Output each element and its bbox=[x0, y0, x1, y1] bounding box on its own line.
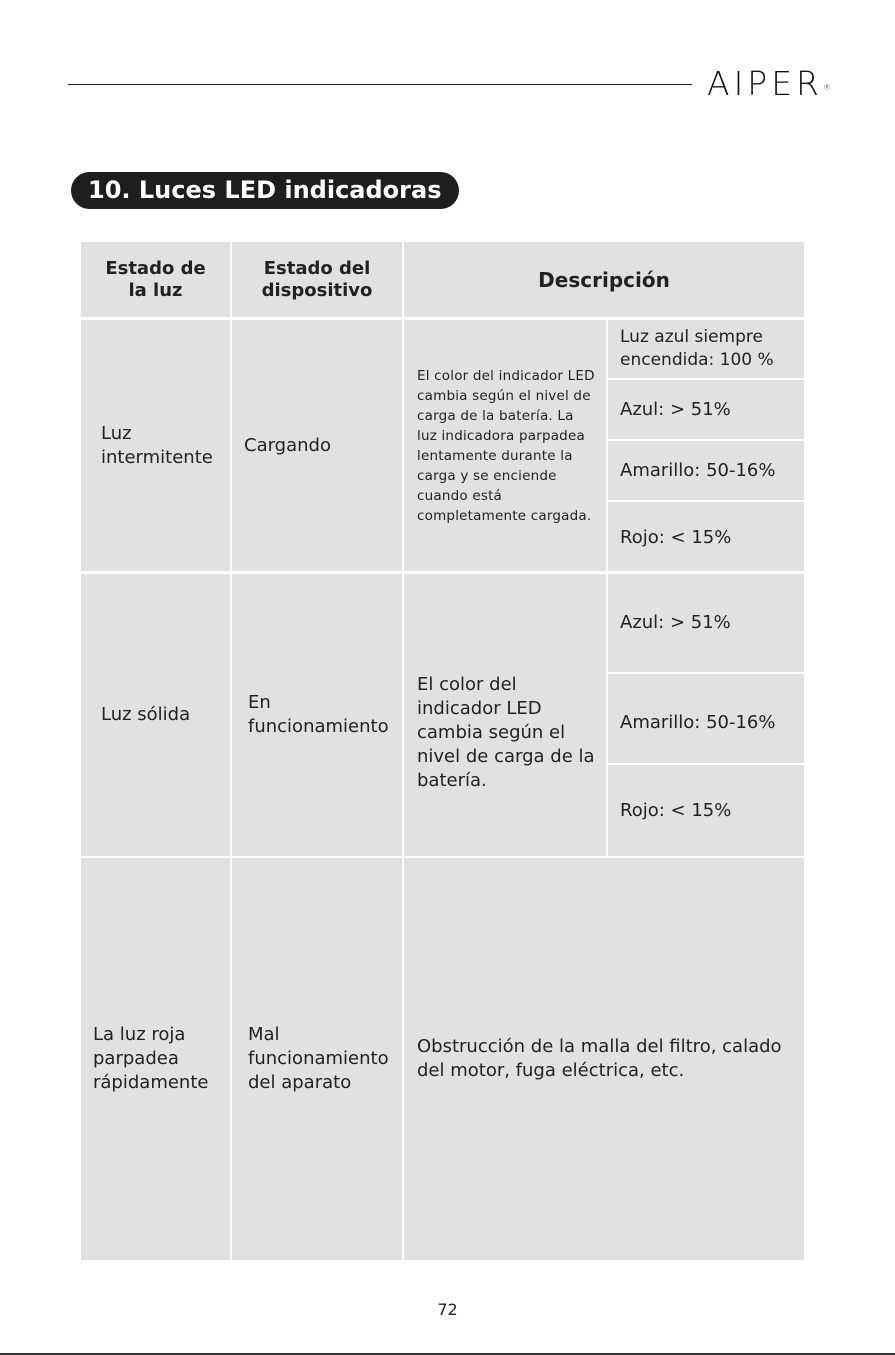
row2-level-yellow: Amarillo: 50-16% bbox=[608, 674, 804, 763]
row2-device-state: En funcionamiento bbox=[232, 574, 402, 856]
header-rule bbox=[68, 84, 692, 85]
row3-light-state: La luz roja parpadea rápidamente bbox=[81, 858, 230, 1260]
header-description: Descripción bbox=[404, 242, 804, 317]
row1-level-yellow: Amarillo: 50-16% bbox=[608, 441, 804, 500]
header-device-state: Estado del dispositivo bbox=[232, 242, 402, 317]
header-light-state: Estado de la luz bbox=[81, 242, 230, 317]
row2-description: El color del indicador LED cambia según el nivel de carga de la batería. bbox=[404, 574, 606, 856]
brand-name: AIPER bbox=[707, 64, 823, 103]
row2-level-red: Rojo: < 15% bbox=[608, 765, 804, 856]
registered-mark: ® bbox=[823, 83, 831, 92]
row3-device-state: Mal funcionamiento del aparato bbox=[232, 858, 402, 1260]
row1-level-full: Luz azul siempre encendida: 100 % bbox=[608, 320, 804, 378]
row1-description: El color del indicador LED cambia según el nivel de carga de la batería. La luz indicadora parpadea lentamente durante la carga y se enciende cuando está completamente cargada. bbox=[404, 320, 606, 571]
row1-level-red: Rojo: < 15% bbox=[608, 502, 804, 571]
brand-logo bbox=[707, 66, 831, 102]
row1-device-state: Cargando bbox=[232, 320, 402, 571]
row2-light-state: Luz sólida bbox=[81, 574, 230, 856]
row2-level-blue: Azul: > 51% bbox=[608, 574, 804, 672]
row1-light-state: Luz intermitente bbox=[81, 320, 230, 571]
section-title: 10. Luces LED indicadoras bbox=[71, 172, 459, 209]
row3-description: Obstrucción de la malla del filtro, calado del motor, fuga eléctrica, etc. bbox=[404, 858, 804, 1260]
page-number: 72 bbox=[437, 1300, 458, 1319]
row1-level-blue: Azul: > 51% bbox=[608, 380, 804, 439]
